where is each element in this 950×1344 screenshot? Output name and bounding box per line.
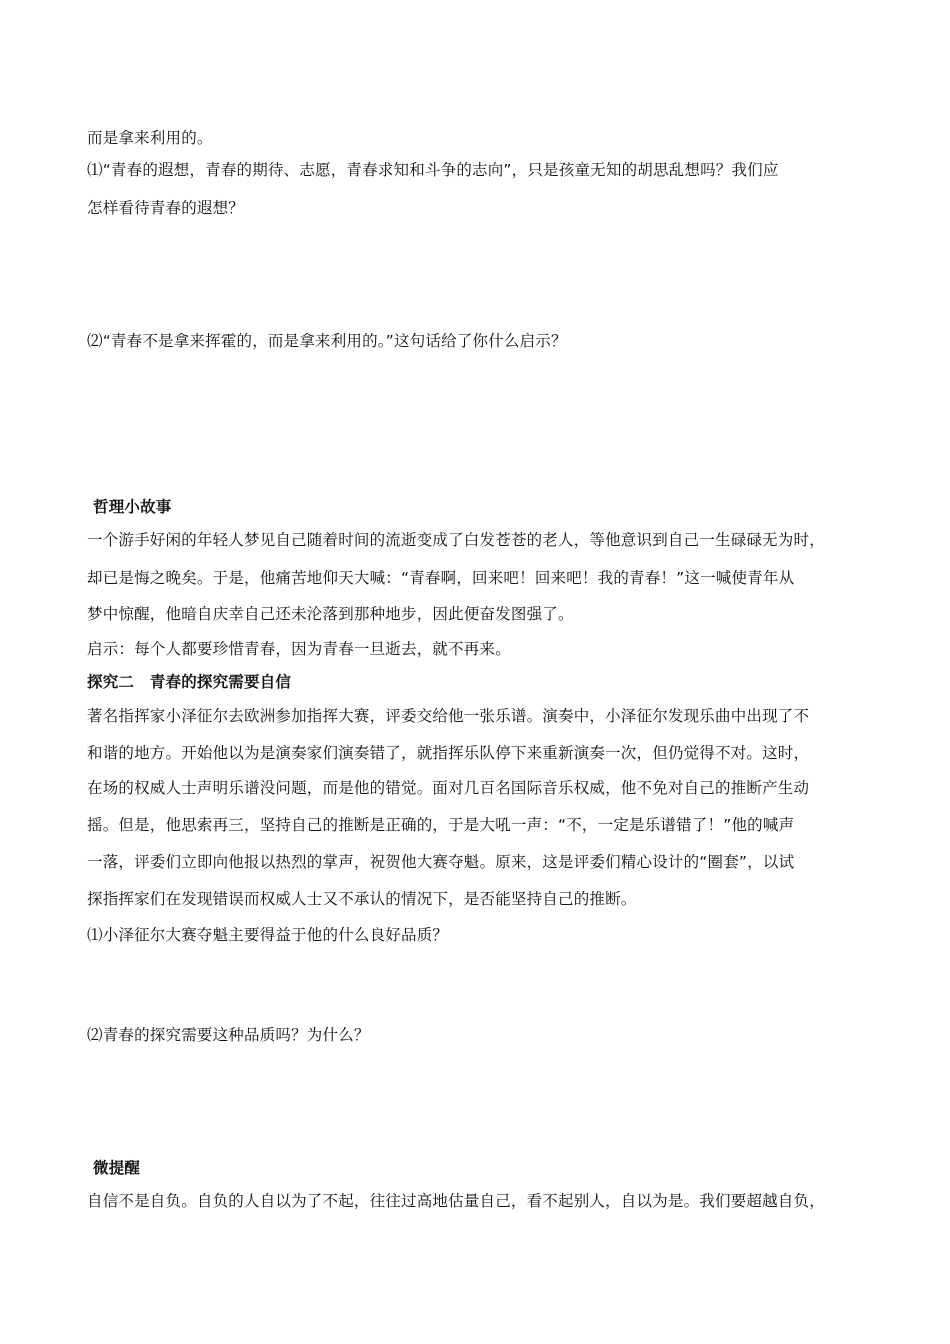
tip-line: 自信不是自负。自负的人自以为了不起，往往过高地估量自己，看不起别人，自以为是。我们要超越自负，	[87, 1192, 825, 1210]
story-line: 一个游手好闲的年轻人梦见自己随着时间的流逝变成了白发苍苍的老人，等他意识到自己一生碌碌无为时，	[87, 531, 825, 549]
question-4: ⑵青春的探究需要这种品质吗？为什么？	[87, 1026, 370, 1044]
section-2-heading: 探究二 青春的探究需要自信	[87, 673, 292, 691]
story-moral: 启示：每个人都要珍惜青春，因为青春一旦逝去，就不再来。	[87, 640, 511, 658]
passage-line: 探指挥家们在发现错误而权威人士又不承认的情况下，是否能坚持自己的推断。	[87, 890, 637, 908]
text-line: 而是拿来利用的。	[87, 129, 213, 147]
question-2: ⑵“青春不是拿来挥霍的，而是拿来利用的。”这句话给了你什么启示？	[87, 332, 567, 350]
passage-line: 在场的权威人士声明乐谱没问题，而是他的错觉。面对几百名国际音乐权威，他不免对自己的推断产生动	[87, 779, 810, 797]
passage-line: 一落，评委们立即向他报以热烈的掌声，祝贺他大赛夺魁。原来，这是评委们精心设计的“圈套”，以试	[87, 853, 795, 871]
tip-heading: 微提醒	[93, 1159, 141, 1177]
story-line: 梦中惊醒，他暗自庆幸自己还未沦落到那种地步，因此便奋发图强了。	[87, 605, 574, 623]
passage-line: 著名指挥家小泽征尔去欧洲参加指挥大赛，评委交给他一张乐谱。演奏中，小泽征尔发现乐曲中出现了不	[87, 707, 810, 725]
story-line: 却已是悔之晚矣。于是，他痛苦地仰天大喊：“青春啊，回来吧！回来吧！我的青春！”这一喊使青年从	[87, 569, 795, 587]
passage-line: 和谐的地方。开始他以为是演奏家们演奏错了，就指挥乐队停下来重新演奏一次，但仍觉得不对。这时，	[87, 744, 810, 762]
question-1-cont: 怎样看待青春的遐想？	[87, 199, 245, 217]
story-heading: 哲理小故事	[93, 498, 172, 516]
passage-line: 摇。但是，他思索再三，坚持自己的推断是正确的，于是大吼一声：“不，一定是乐谱错了！”他的喊声	[87, 816, 795, 834]
question-3: ⑴小泽征尔大赛夺魁主要得益于他的什么良好品质？	[87, 926, 449, 944]
question-1: ⑴“青春的遐想，青春的期待、志愿，青春求知和斗争的志向”，只是孩童无知的胡思乱想吗？我们应	[87, 161, 779, 179]
